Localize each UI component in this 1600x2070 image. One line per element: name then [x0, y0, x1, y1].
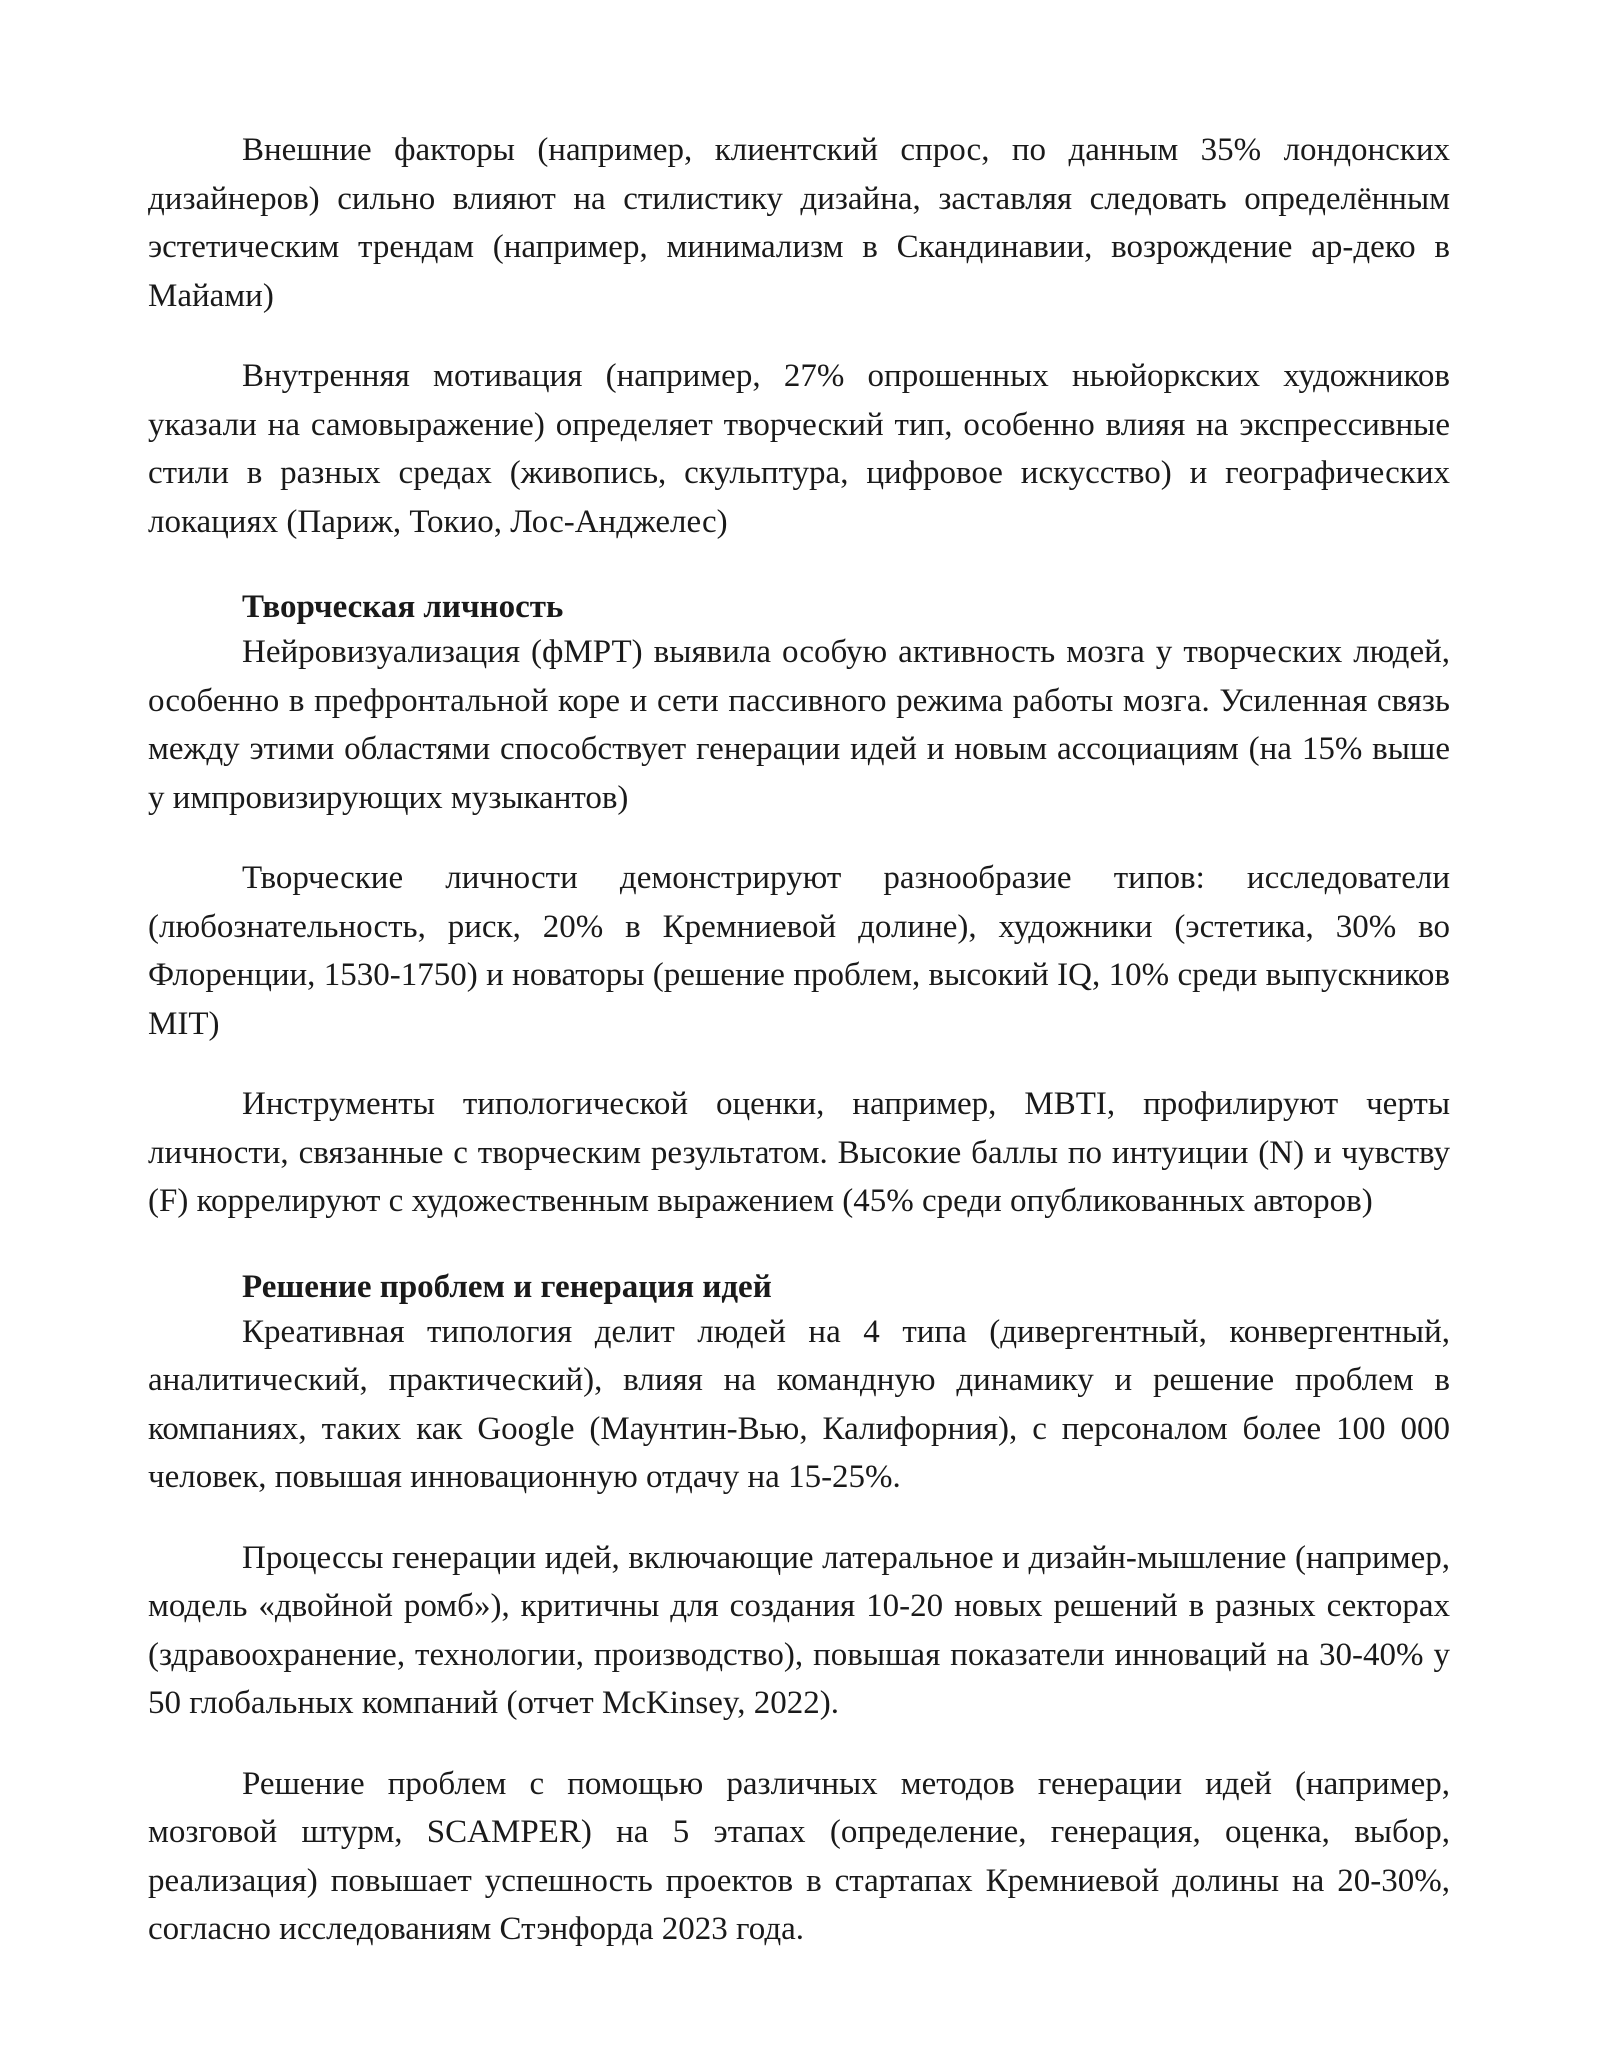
paragraph-idea-generation: Процессы генерации идей, включающие латеральное и дизайн-мышление (например, модель «двойной ромб»), критичны для создания 10-20 новых решений в разных секторах (здравоохранение, технологии, производство), повышая показатели инноваций на 30-40% у 50 глобальных компаний (отчет McKinsey, 2022). [148, 1539, 1450, 1721]
document-page [148, 126, 1450, 1986]
heading-creative-personality: Творческая личность [242, 589, 564, 625]
paragraph-problem-solving-methods: Решение проблем с помощью различных методов генерации идей (например, мозговой штурм, SCAMPER) на 5 этапах (определение, генерация, оценка, выбор, реализация) повышает успешность проектов в стартапах Кремниевой долины на 20-30%, согласно исследованиям Стэнфорда 2023 года. [148, 1765, 1450, 1947]
paragraph-personality-types: Творческие личности демонстрируют разнообразие типов: исследователи (любознательность, риск, 20% в Кремниевой долине), художники (эстетика, 30% во Флоренции, 1530-1750) и новаторы (решение проблем, высокий IQ, 10% среди выпускников MIT) [148, 860, 1450, 1042]
paragraph-assessment-tools: Инструменты типологической оценки, например, MBTI, профилируют черты личности, связанные с творческим результатом. Высокие баллы по интуиции (N) и чувству (F) коррелируют с художественным выражением (45% среди опубликованных авторов) [148, 1086, 1450, 1219]
paragraph-neuroimaging: Нейровизуализация (фМРТ) выявила особую активность мозга у творческих людей, особенно в префронтальной коре и сети пассивного режима работы мозга. Усиленная связь между этими областями способствует генерации идей и новым ассоциациям (на 15% выше у импровизирующих музыкантов) [148, 634, 1450, 816]
paragraph-internal-motivation: Внутренняя мотивация (например, 27% опрошенных ньюйоркских художников указали на самовыражение) определяет творческий тип, особенно влияя на экспрессивные стили в разных средах (живопись, скульптура, цифровое искусство) и географических локациях (Париж, Токио, Лос-Анджелес) [148, 358, 1450, 540]
paragraph-external-factors: Внешние факторы (например, клиентский спрос, по данным 35% лондонских дизайнеров) сильно влияют на стилистику дизайна, заставляя следовать определённым эстетическим трендам (например, минимализм в Скандинавии, возрождение ар-деко в Майами) [148, 132, 1450, 314]
paragraph-creative-typology: Креативная типология делит людей на 4 типа (дивергентный, конвергентный, аналитический, практический), влияя на командную динамику и решение проблем в компаниях, таких как Google (Маунтин-Вью, Калифорния), с персоналом более 100 000 человек, повышая инновационную отдачу на 15-25%. [148, 1313, 1450, 1495]
heading-problem-solving: Решение проблем и генерация идей [242, 1268, 772, 1305]
